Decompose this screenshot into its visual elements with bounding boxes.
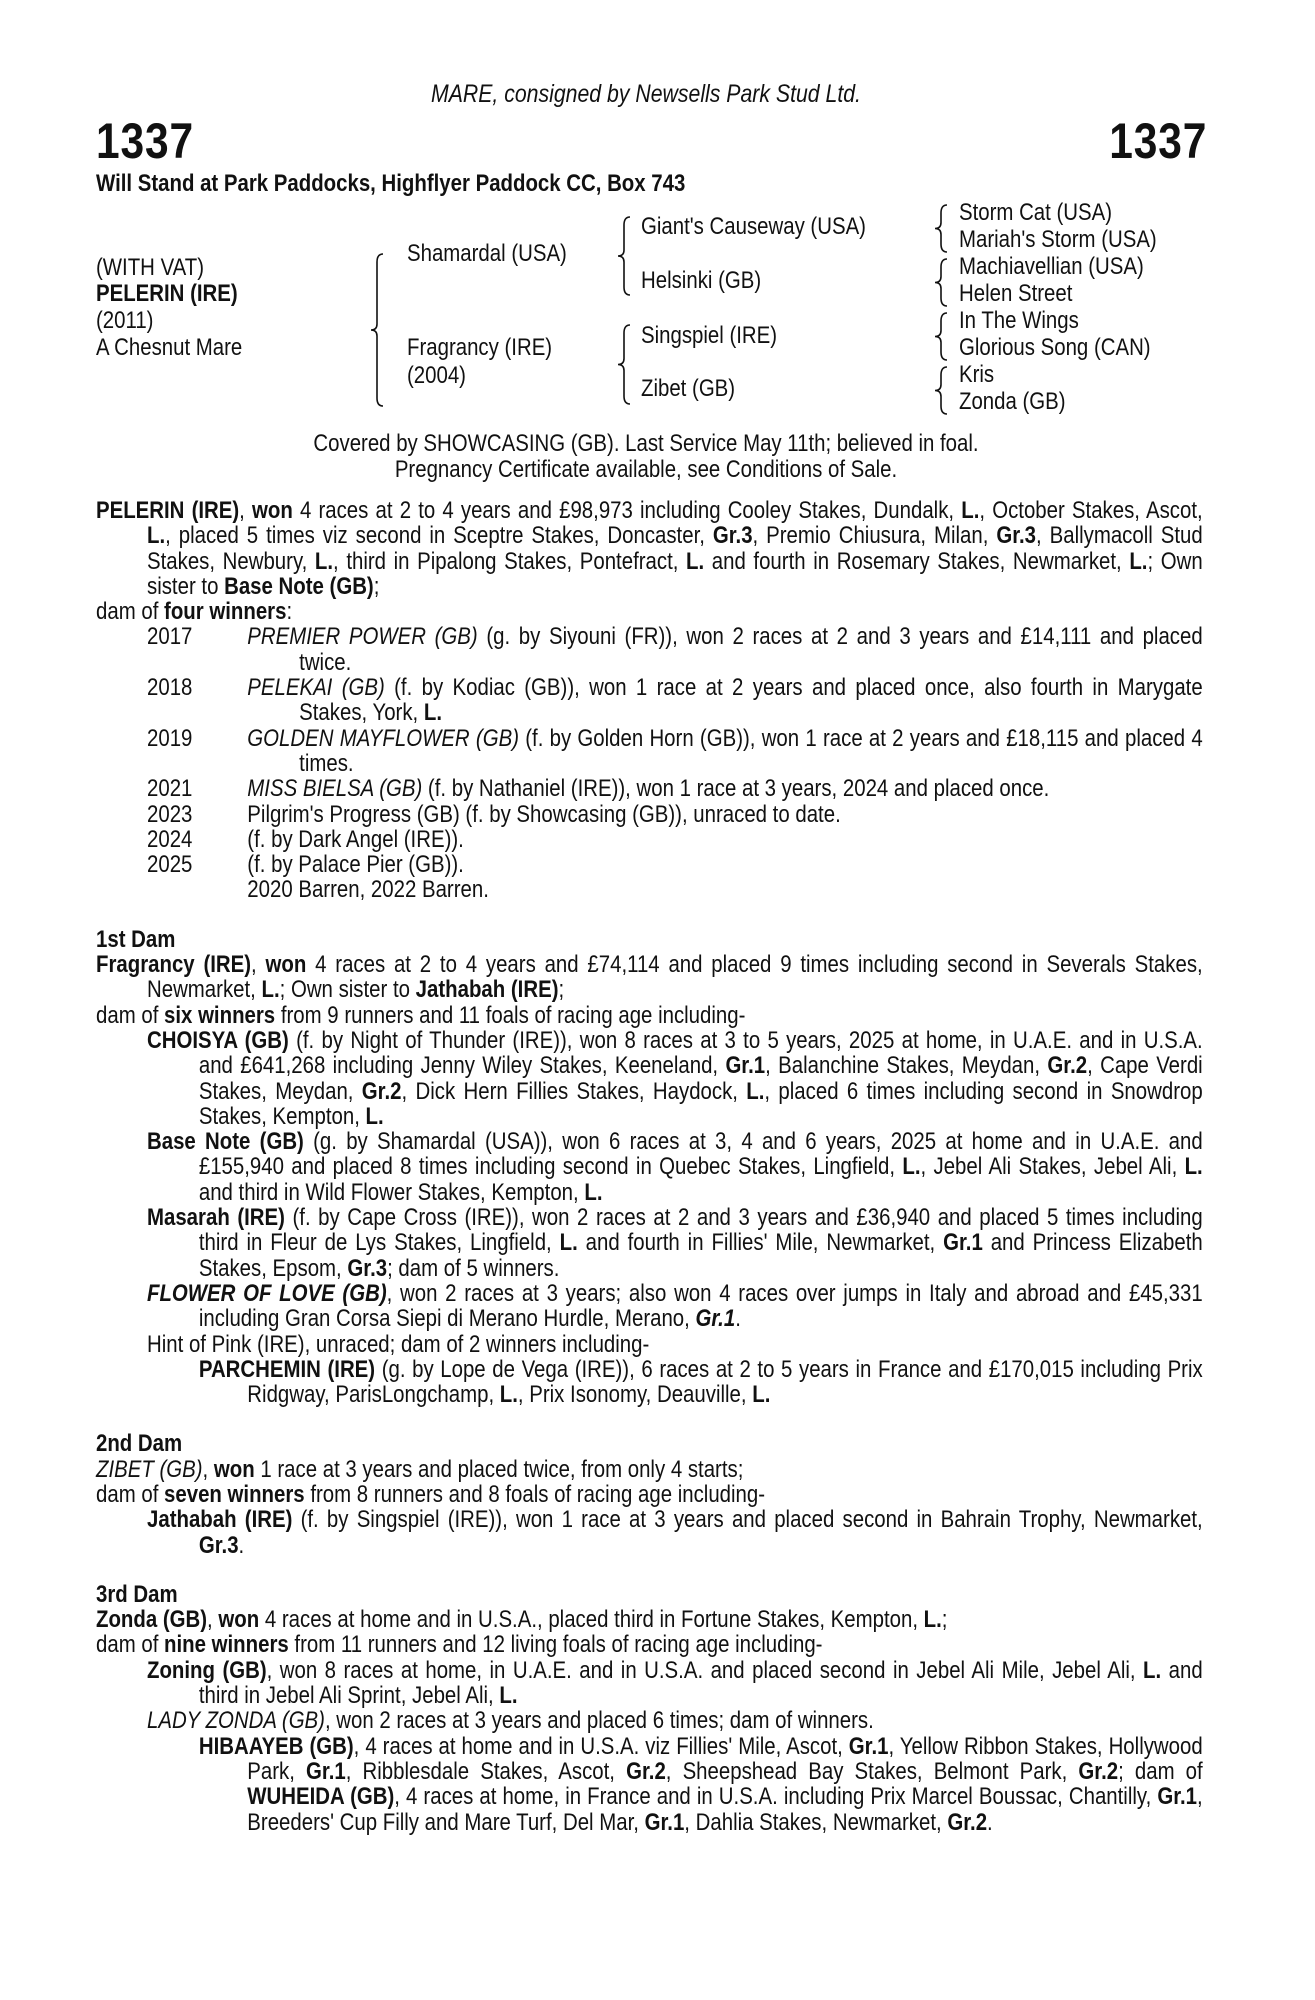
brace-icon [618, 325, 630, 404]
text: , Ribblesdale Stakes, Ascot, [345, 1757, 627, 1785]
ancestor: Glorious Song (CAN) [959, 334, 1151, 361]
pedigree-paragraph [96, 498, 1203, 599]
text: , 4 races at home, in France and in U.S.A. including Prix Marcel Boussac, Chantilly, [394, 1783, 1158, 1811]
produce-entry [96, 726, 1203, 777]
emphasis-text: L. [499, 1682, 518, 1710]
dam: Fragrancy (IRE) [407, 334, 553, 361]
emphasis-text: ZIBET (GB) [96, 1455, 203, 1483]
text: . [735, 1305, 741, 1333]
emphasis-text: won [218, 1606, 260, 1634]
text: 2020 Barren, 2022 Barren. [247, 876, 489, 904]
text: (f. by Singspiel (IRE)), won 1 race at 3 years and placed second in Bahrain Trophy, Newmarket, [292, 1506, 1203, 1534]
produce-year: 2025 [147, 851, 193, 879]
emphasis-text: Base Note (GB) [147, 1128, 304, 1156]
pedigree-paragraph [96, 1607, 1203, 1632]
emphasis-text: GOLDEN MAYFLOWER (GB) [247, 724, 519, 752]
text: . [987, 1808, 993, 1836]
emphasis-text: Gr.1 [644, 1808, 685, 1836]
text: and third in Jebel Ali Sprint, Jebel Ali, [198, 1656, 1203, 1710]
emphasis-text: L. [584, 1178, 603, 1206]
emphasis-text: Gr.3 [996, 522, 1037, 550]
produce-entry [96, 852, 1203, 877]
brace-icon [935, 259, 947, 306]
brace-icon [935, 367, 947, 414]
pedigree-paragraph [96, 1281, 1203, 1332]
emphasis-text: Gr.1 [725, 1052, 766, 1080]
emphasis-text: CHOISYA (GB) [147, 1026, 289, 1054]
text: , placed 6 times including second in Snowdrop Stakes, Kempton, [198, 1077, 1203, 1130]
emphasis-text: Base Note (GB) [224, 572, 374, 600]
ancestor: Zonda (GB) [959, 388, 1066, 415]
text: (g. by Shamardal (USA)), won 6 races at 3, 4 and 6 years, 2025 at home and in U.A.E. and £155,940 and placed 8 times including second in Quebec Stakes, Lingfield, [198, 1128, 1203, 1181]
stand-location: Will Stand at Park Paddocks, Highflyer Paddock CC, Box 743 [96, 170, 686, 197]
text: ; [941, 1606, 948, 1634]
consignor-subtitle: MARE, consigned by Newsells Park Stud Ltd. [431, 80, 861, 108]
emphasis-text: won [265, 951, 307, 979]
pedigree-paragraph [96, 1205, 1203, 1281]
text: , Cape Verdi Stakes, Meydan, [198, 1052, 1203, 1105]
emphasis-text: L. [365, 1102, 384, 1130]
emphasis-text: L. [261, 976, 280, 1004]
section [96, 927, 1203, 1408]
emphasis-text: L. [423, 699, 443, 727]
text: , Dahlia Stakes, Newmarket, [684, 1808, 948, 1836]
emphasis-text: L. [923, 1606, 942, 1634]
produce-year: 2024 [147, 825, 193, 853]
emphasis-text: L. [746, 1077, 765, 1105]
produce-entry [96, 802, 1203, 827]
text: (g. by Siyouni (FR)), won 2 races at 2 and 3 years and £14,111 and placed twice. [299, 623, 1203, 676]
emphasis-text: Gr.2 [626, 1757, 666, 1785]
emphasis-text: L. [1184, 1153, 1203, 1181]
emphasis-text: Gr.1 [848, 1732, 889, 1760]
text: , [239, 497, 253, 524]
text: ; [558, 976, 565, 1004]
dam-year: (2004) [407, 362, 466, 389]
horse-year: (2011) [96, 307, 154, 334]
pedigree-paragraph [96, 952, 1203, 1003]
produce-entry [96, 827, 1203, 852]
text: from 8 runners and 8 foals of racing age including- [304, 1480, 766, 1508]
section [96, 498, 1203, 903]
text: , Jebel Ali Stakes, Jebel Ali, [920, 1153, 1185, 1181]
brace-icon [935, 313, 947, 360]
lot-number-right: 1337 [1109, 113, 1207, 169]
emphasis-text: LADY ZONDA (GB) [147, 1707, 325, 1735]
emphasis-text: L. [902, 1153, 921, 1181]
section-heading: 3rd Dam [96, 1580, 178, 1608]
emphasis-text: Zoning (GB) [147, 1656, 267, 1684]
text: , Prix Isonomy, Deauville, [517, 1381, 753, 1409]
emphasis-text: L. [559, 1229, 578, 1257]
produce-entry [96, 624, 1203, 675]
emphasis-text: six winners [164, 1001, 276, 1029]
produce-year: 2018 [147, 674, 193, 702]
text: (f. by Night of Thunder (IRE)), won 8 races at 3 to 5 years, 2025 at home, in U.A.E. and in U.S.A. and £641,268 including Jenny Wiley Stakes, Keeneland, [198, 1026, 1203, 1080]
text: , Dick Hern Fillies Stakes, Haydock, [401, 1077, 747, 1105]
emphasis-text: WUHEIDA (GB) [247, 1783, 395, 1811]
covering-note: Covered by SHOWCASING (GB). Last Service May 11th; believed in foal. [313, 430, 979, 457]
text: , won 2 races at 3 years and placed 6 times; dam of winners. [324, 1707, 874, 1735]
produce-entry [96, 776, 1203, 801]
produce-year: 2019 [147, 724, 193, 752]
pedigree-paragraph [96, 1507, 1203, 1558]
emphasis-text: L. [686, 547, 705, 575]
text: dam of [96, 1480, 165, 1508]
emphasis-text: Gr.1 [695, 1305, 736, 1333]
horse-description: A Chesnut Mare [96, 334, 243, 361]
emphasis-text: Zonda (GB) [96, 1606, 208, 1634]
text: from 9 runners and 11 foals of racing age including- [275, 1001, 746, 1029]
text: , 4 races at home and in U.S.A. viz Fillies' Mile, Ascot, [353, 1732, 849, 1760]
text: (g. by Lope de Vega (IRE)), 6 races at 2 to 5 years in France and £170,015 including Prix Ridgway, ParisLongchamp, [247, 1355, 1203, 1409]
pedigree-paragraph [96, 1734, 1203, 1835]
text: ; Own sister to [279, 976, 416, 1004]
text: , third in Pipalong Stakes, Pontefract, [333, 547, 687, 575]
emphasis-text: nine winners [164, 1631, 289, 1659]
emphasis-text: Jathabah (IRE) [415, 976, 559, 1004]
text: ; dam of 5 winners. [387, 1254, 560, 1282]
brace-icon [371, 254, 383, 406]
ancestor: Kris [959, 361, 995, 388]
emphasis-text: L. [499, 1381, 518, 1409]
emphasis-text: PELEKAI (GB) [247, 674, 385, 702]
brace-icon [935, 205, 947, 252]
text: , Sheepshead Bay Stakes, Belmont Park, [665, 1757, 1079, 1785]
text: , Balanchine Stakes, Meydan, [765, 1052, 1048, 1080]
pedigree-paragraph [96, 1632, 1203, 1657]
horse-name: PELERIN (IRE) [96, 280, 238, 307]
pedigree-paragraph [96, 1332, 1203, 1357]
text: , won 8 races at home, in U.A.E. and in U.S.A. and placed second in Jebel Ali Mile, Jebel Ali, [266, 1656, 1144, 1684]
text: and fourth in Rosemary Stakes, Newmarket, [704, 547, 1130, 575]
pedigree-paragraph [96, 1003, 1203, 1028]
text: . [238, 1531, 245, 1559]
text: Hint of Pink (IRE), unraced; dam of 2 winners including- [147, 1330, 650, 1358]
emphasis-text: PARCHEMIN (IRE) [198, 1355, 376, 1383]
pregnancy-note: Pregnancy Certificate available, see Conditions of Sale. [394, 456, 898, 483]
text: , placed 5 times viz second in Sceptre Stakes, Doncaster, [165, 522, 713, 550]
text: dam of [96, 1631, 165, 1659]
ancestor: Storm Cat (USA) [959, 199, 1113, 226]
sire-dam: Helsinki (GB) [641, 267, 762, 294]
text: , Ballymacoll Stud Stakes, Newbury, [147, 522, 1203, 575]
brace-icon [618, 217, 630, 295]
ancestor: Helen Street [959, 280, 1073, 307]
emphasis-text: L. [147, 522, 166, 550]
pedigree-paragraph [96, 1482, 1203, 1507]
text: , Premio Chiusura, Milan, [752, 522, 997, 550]
text: , [251, 951, 266, 979]
produce-year: 2021 [147, 775, 193, 803]
text: ; dam of [1118, 1757, 1203, 1785]
text: , [202, 1455, 214, 1483]
text: from 11 runners and 12 living foals of racing age including- [288, 1631, 823, 1659]
pedigree-paragraph [96, 1708, 1203, 1733]
emphasis-text: won [213, 1455, 255, 1483]
emphasis-text: L. [314, 547, 334, 575]
text: ; Own sister to [147, 547, 1203, 600]
pedigree-paragraph [96, 1457, 1203, 1482]
emphasis-text: PELERIN (IRE) [96, 497, 240, 524]
text: (f. by Palace Pier (GB)). [247, 851, 464, 879]
catalogue-body [96, 498, 1203, 1835]
emphasis-text: Gr.3 [712, 522, 753, 550]
pedigree-paragraph [96, 1129, 1203, 1205]
sire: Shamardal (USA) [407, 240, 567, 267]
emphasis-text: Jathabah (IRE) [147, 1506, 293, 1534]
vat-note: (WITH VAT) [96, 254, 205, 281]
emphasis-text: FLOWER OF LOVE (GB) [147, 1279, 387, 1307]
lot-number-left: 1337 [96, 113, 194, 169]
emphasis-text: Gr.2 [947, 1808, 988, 1836]
text: (f. by Cape Cross (IRE)), won 2 races at 2 and 3 years and £36,940 and placed 5 times including third in Fleur de Lys Stakes, Lingfield, [198, 1204, 1203, 1257]
emphasis-text: L. [961, 497, 980, 524]
emphasis-text: Fragrancy (IRE) [96, 951, 252, 979]
text: and fourth in Fillies' Mile, Newmarket, [577, 1229, 944, 1257]
emphasis-text: MISS BIELSA (GB) [247, 775, 423, 803]
emphasis-text: Masarah (IRE) [147, 1204, 285, 1232]
text: , won 2 races at 3 years; also won 4 races over jumps in Italy and abroad and £45,331 including Gran Corsa Siepi di Merano Hurdle, Merano, [198, 1279, 1203, 1333]
ancestor: Machiavellian (USA) [959, 253, 1144, 280]
produce-year: 2017 [147, 623, 193, 651]
dam-dam: Zibet (GB) [641, 375, 736, 402]
text: , Yellow Ribbon Stakes, Hollywood Park, [247, 1732, 1203, 1785]
produce-entry [96, 877, 1203, 902]
section [96, 1431, 1203, 1557]
emphasis-text: Gr.1 [943, 1229, 983, 1257]
text: , Breeders' Cup Filly and Mare Turf, Del Mar, [247, 1783, 1203, 1836]
text: : [286, 598, 293, 626]
emphasis-text: Gr.3 [198, 1531, 239, 1559]
text: Pilgrim's Progress (GB) (f. by Showcasing (GB)), unraced to date. [247, 800, 841, 828]
emphasis-text: Gr.2 [1078, 1757, 1119, 1785]
emphasis-text: four winners [164, 598, 287, 626]
pedigree-paragraph [96, 1028, 1203, 1129]
text: (f. by Golden Horn (GB)), won 1 race at 2 years and £18,115 and placed 4 times. [299, 724, 1203, 777]
text: , [207, 1606, 219, 1634]
produce-entry [96, 675, 1203, 726]
section [96, 1582, 1203, 1835]
text: 1 race at 3 years and placed twice, from only 4 starts; [254, 1455, 744, 1483]
text: dam of [96, 598, 165, 626]
text: (f. by Kodiac (GB)), won 1 race at 2 years and placed once, also fourth in Marygate Stakes, York, [299, 674, 1203, 727]
emphasis-text: L. [1129, 547, 1148, 575]
pedigree-paragraph [96, 1658, 1203, 1709]
text: and third in Wild Flower Stakes, Kempton, [198, 1178, 585, 1206]
emphasis-text: seven winners [164, 1480, 305, 1508]
emphasis-text: L. [1143, 1656, 1162, 1684]
emphasis-text: HIBAAYEB (GB) [198, 1732, 354, 1760]
emphasis-text: Gr.3 [347, 1254, 388, 1282]
emphasis-text: Gr.2 [361, 1077, 402, 1105]
pedigree-paragraph [96, 599, 1203, 624]
emphasis-text: Gr.2 [1047, 1052, 1088, 1080]
ancestor: In The Wings [959, 307, 1079, 334]
emphasis-text: PREMIER POWER (GB) [247, 623, 478, 651]
sire-sire: Giant's Causeway (USA) [641, 213, 866, 240]
dam-sire: Singspiel (IRE) [641, 322, 778, 349]
section-heading: 2nd Dam [96, 1430, 183, 1458]
ancestor: Mariah's Storm (USA) [959, 226, 1157, 253]
emphasis-text: L. [752, 1381, 771, 1409]
text: (f. by Nathaniel (IRE)), won 1 race at 3 years, 2024 and placed once. [422, 775, 1050, 803]
emphasis-text: Gr.1 [306, 1757, 346, 1785]
text: 4 races at home and in U.S.A., placed third in Fortune Stakes, Kempton, [259, 1606, 924, 1634]
text: , October Stakes, Ascot, [979, 497, 1203, 524]
emphasis-text: Gr.1 [1157, 1783, 1198, 1811]
produce-year: 2023 [147, 800, 193, 828]
text: 4 races at 2 to 4 years and £74,114 and placed 9 times including second in Severals Stakes, Newmarket, [147, 951, 1203, 1004]
pedigree-paragraph [96, 1357, 1203, 1408]
text: 4 races at 2 to 4 years and £98,973 including Cooley Stakes, Dundalk, [292, 497, 962, 524]
text: dam of [96, 1001, 165, 1029]
emphasis-text: won [252, 497, 293, 524]
section-heading: 1st Dam [96, 925, 176, 953]
text: (f. by Dark Angel (IRE)). [247, 825, 464, 853]
text: ; [373, 572, 380, 600]
text: and Princess Elizabeth Stakes, Epsom, [198, 1229, 1203, 1282]
